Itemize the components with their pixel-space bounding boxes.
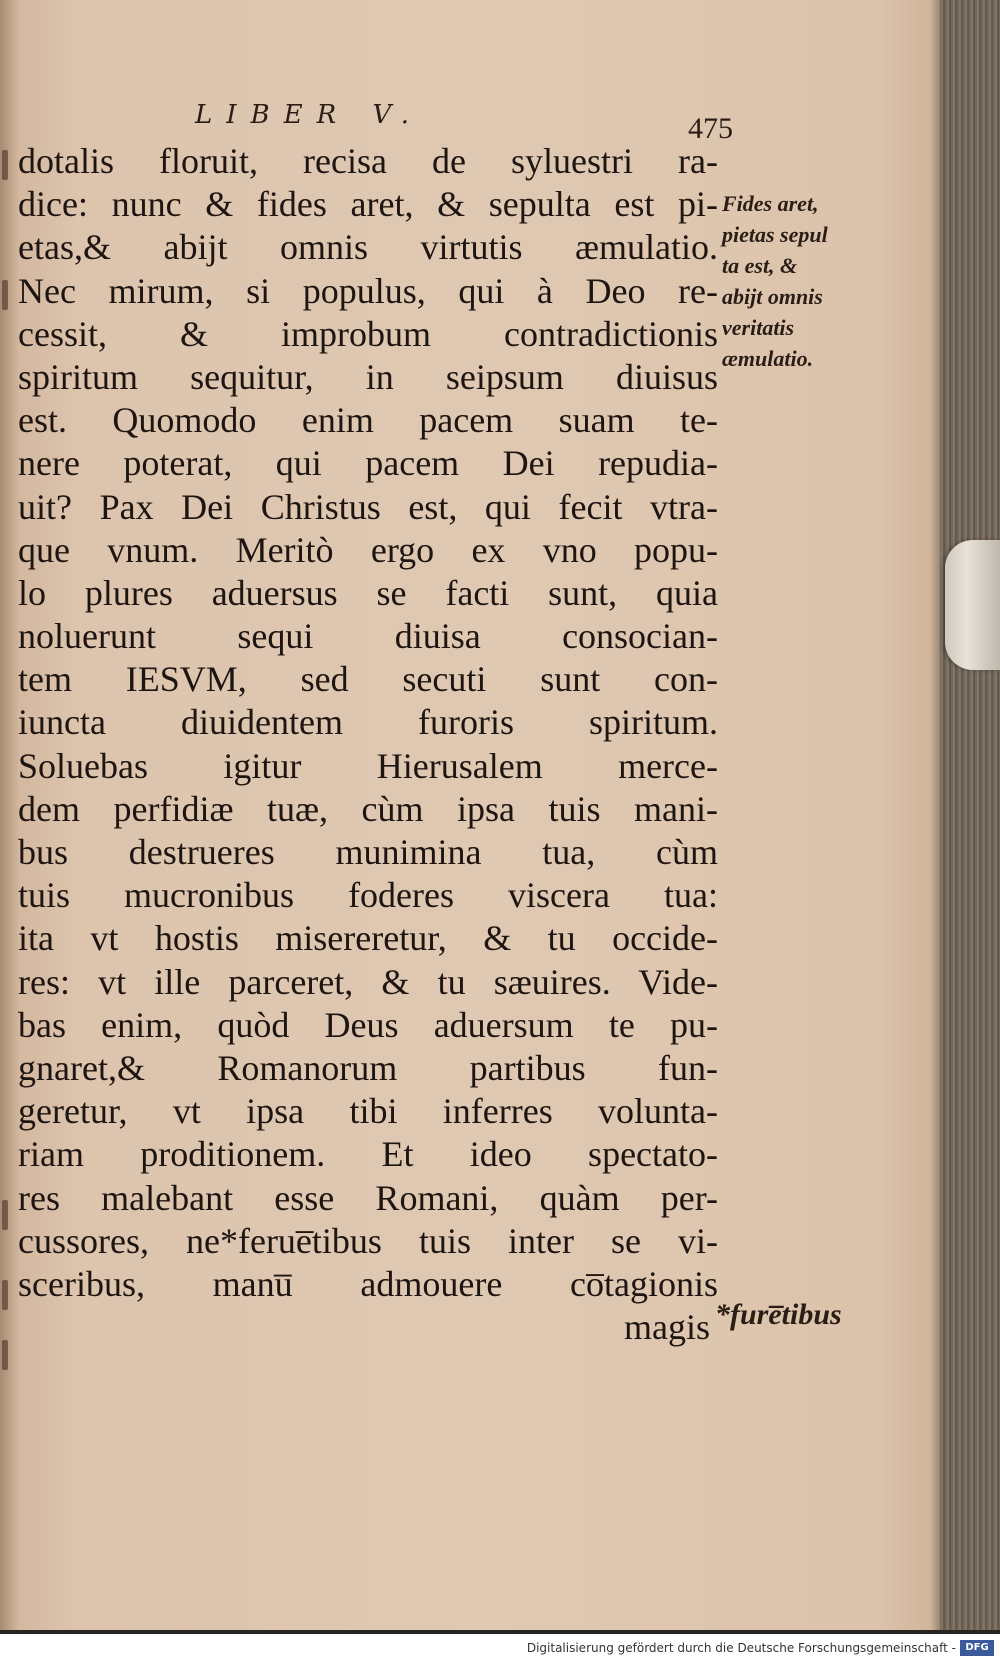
text-line: etas,& abijt omnis virtutis æmulatio.: [18, 227, 718, 268]
marginal-note-line: veritatis: [722, 315, 795, 340]
book-page-edges: [940, 0, 1000, 1630]
text-line: nere poterat, qui pacem Dei repudia-: [18, 443, 718, 484]
left-margin-mark: [2, 1200, 8, 1230]
marginal-variant-reading: *fure̅tibus: [715, 1298, 842, 1331]
book-clasp: [945, 540, 1000, 670]
text-line: Nec mirum, si populus, qui à Deo re-: [18, 270, 718, 311]
text-line: tuis mucronibus foderes viscera tua:: [18, 875, 718, 916]
text-line: ita vt hostis misereretur, & tu occide-: [18, 918, 718, 959]
text-line: lo plures aduersus se facti sunt, quia: [18, 572, 718, 613]
text-line: gnaret,& Romanorum partibus fun-: [18, 1047, 718, 1088]
text-line: uit? Pax Dei Christus est, qui fecit vtra-: [18, 486, 718, 527]
text-line: iuncta diuidentem furoris spiritum.: [18, 702, 718, 743]
text-line: dice: nunc & fides aret, & sepulta est pi-: [18, 184, 718, 225]
body-text: [18, 140, 718, 1349]
marginal-note-line: abijt omnis: [722, 284, 823, 309]
text-line: est. Quomodo enim pacem suam te-: [18, 400, 718, 441]
text-line: cussores, ne*ferue̅tibus tuis inter se vi-: [18, 1220, 718, 1261]
left-margin-marks: [2, 140, 16, 1380]
footer-credit: Digitalisierung gefördert durch die Deutsche Forschungsgemeinschaft -: [526, 1641, 956, 1655]
marginal-note-line: Fides aret,: [722, 191, 819, 216]
text-line: bas enim, quòd Deus aduersum te pu-: [18, 1004, 718, 1045]
text-line: geretur, vt ipsa tibi inferres volunta-: [18, 1091, 718, 1132]
left-margin-mark: [2, 1340, 8, 1370]
left-margin-mark: [2, 1280, 8, 1310]
dfg-logo: DFG: [960, 1640, 994, 1656]
text-line: sceribus, manu̅ admouere co̅tagionis: [18, 1263, 718, 1304]
text-line: dem perfidiæ tuæ, cùm ipsa tuis mani-: [18, 788, 718, 829]
marginal-note-line: pietas sepul: [722, 222, 828, 247]
left-margin-mark: [2, 280, 8, 310]
text-line: res: vt ille parceret, & tu sæuires. Vide-: [18, 961, 718, 1002]
text-line: que vnum. Meritò ergo ex vno popu-: [18, 529, 718, 570]
catchword: magis: [624, 1307, 710, 1348]
text-line: Soluebas igitur Hierusalem merce-: [18, 745, 718, 786]
text-line: bus destrueres munimina tua, cùm: [18, 832, 718, 872]
text-line: spiritum sequitur, in seipsum diuisus: [18, 356, 718, 397]
marginal-note-line: ta est, &: [722, 253, 798, 278]
text-line: noluerunt sequi diuisa consocian-: [18, 616, 718, 657]
running-head: LIBER V.: [195, 100, 423, 130]
text-line: dotalis floruit, recisa de syluestri ra-: [18, 141, 718, 181]
page-number: 475: [688, 112, 733, 145]
marginal-note: [722, 188, 872, 374]
marginal-note-line: æmulatio.: [722, 346, 814, 371]
text-line: riam proditionem. Et ideo spectato-: [18, 1134, 718, 1175]
left-margin-mark: [2, 150, 8, 180]
text-line: res malebant esse Romani, quàm per-: [18, 1177, 718, 1218]
text-line: tem IESVM, sed secuti sunt con-: [18, 659, 718, 700]
text-line: cessit, & improbum contradictionis: [18, 313, 718, 354]
